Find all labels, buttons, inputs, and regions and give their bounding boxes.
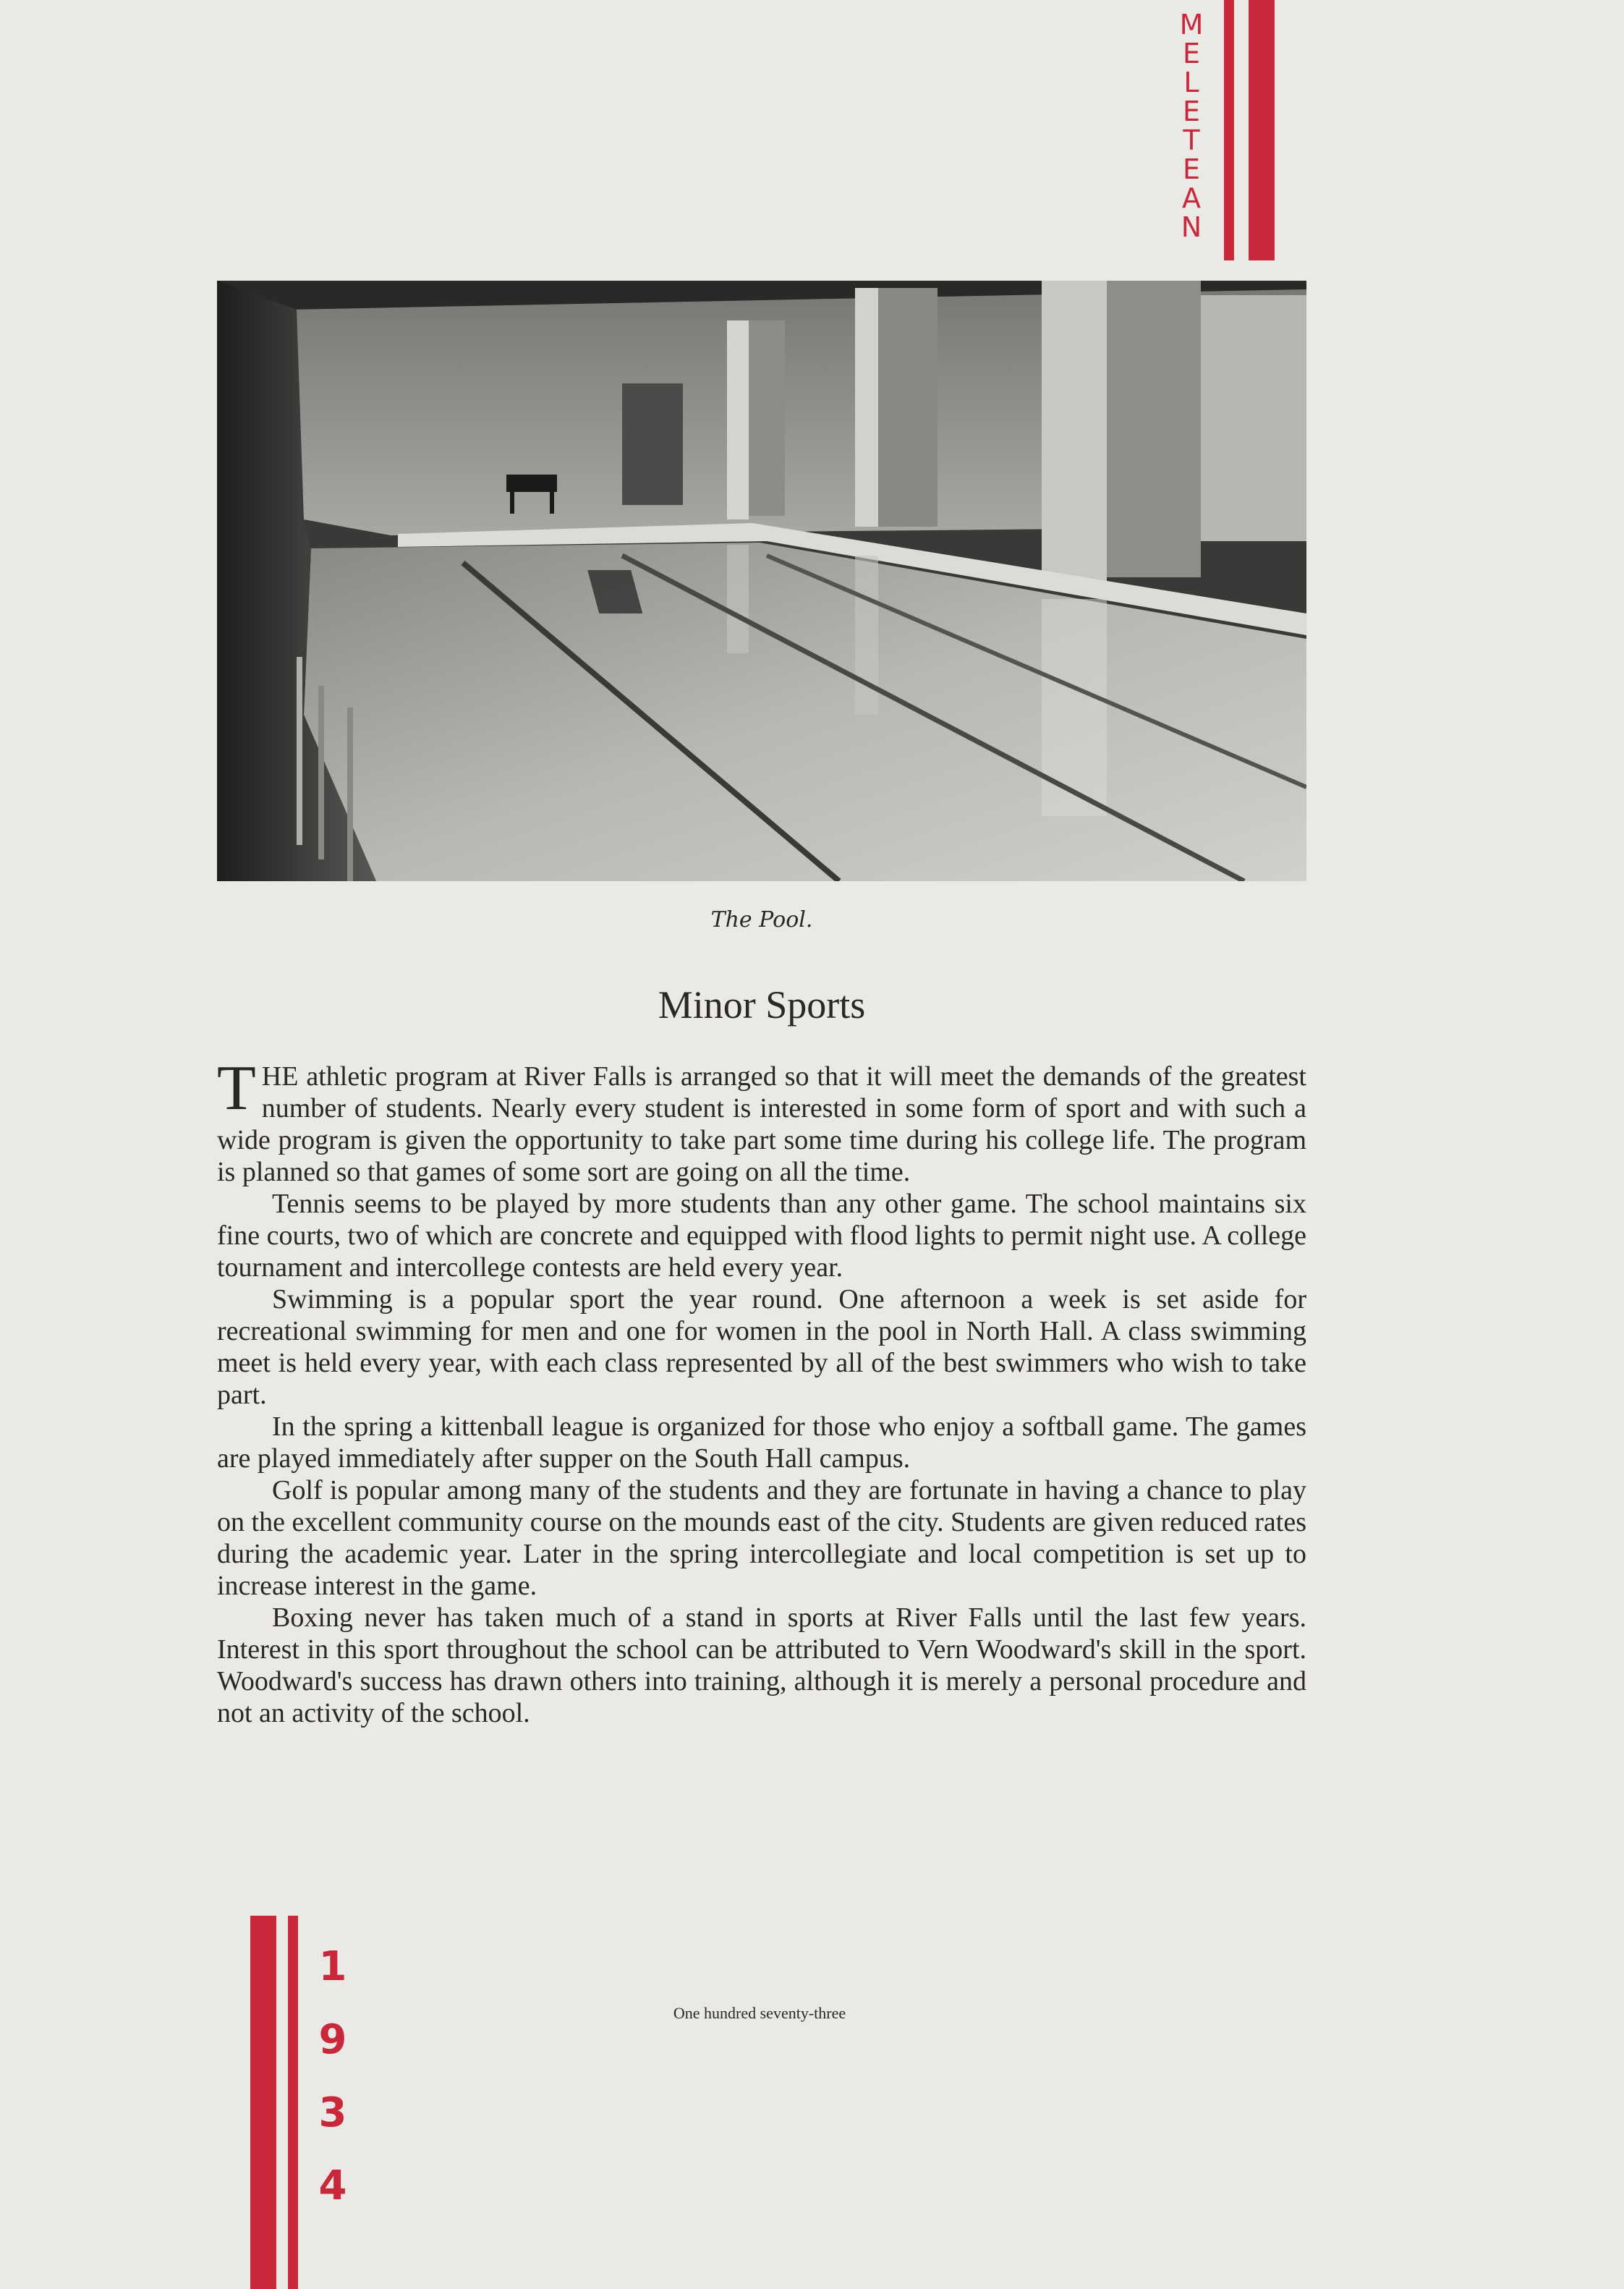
paragraph: [217, 1053, 1306, 1188]
book-title-letter: N: [1181, 211, 1202, 243]
year-digit: 1: [318, 1943, 347, 1990]
top-right-thick-red-bar: [1249, 0, 1275, 260]
paragraph: Tennis seems to be played by more students than any other game. The school maintains six fine courts, two of which are concrete and equipped with flood lights to permit night use. A college tournament and intercollege contests are held every year.: [217, 1189, 1306, 1283]
year-digit: 9: [318, 2016, 347, 2063]
paragraph: Golf is popular among many of the students and they are fortunate in having a chance to play on the excellent community course on the mounds east of the city. Students are given reduced rates during the academic year. Later in the spring intercollegiate and local competition is set up to increase interest in the game.: [217, 1475, 1306, 1601]
book-title-letter: E: [1182, 38, 1200, 69]
bottom-left-thick-red-bar: [250, 1916, 276, 2289]
book-title-vertical: [1172, 10, 1211, 242]
year-vertical: [311, 1930, 354, 2222]
bottom-left-thin-red-bar: [288, 1916, 298, 2289]
paragraph: Swimming is a popular sport the year round. One afternoon a week is set aside for recreational swimming for men and one for women in the pool in North Hall. A class swimming meet is held every year, with each class represented by all of the best swimmers who wish to take part.: [217, 1284, 1306, 1410]
book-title-letter: L: [1183, 67, 1199, 98]
article-title: Minor Sports: [658, 983, 866, 1027]
pool-photograph: [217, 281, 1306, 881]
book-title-letter: E: [1182, 95, 1200, 127]
paragraph: Boxing never has taken much of a stand in sports at River Falls until the last few years. Interest in this sport throughout the school can be attributed to Vern Woodward's skill in the sport. Woodward's success has drawn others into training, although it is merely a personal procedure and not an activity of the school.: [217, 1602, 1306, 1728]
paragraph: In the spring a kittenball league is organized for those who enjoy a softball game. The games are played immediately after supper on the South Hall campus.: [217, 1411, 1306, 1474]
book-title-letter: E: [1182, 153, 1200, 185]
photo-caption: The Pool.: [710, 907, 813, 933]
paragraph-text: HE athletic program at River Falls is arranged so that it will meet the demands of the greatest number of students. Nearly every student is interested in some form of sport and with such a wide program is given the opportunity to take part some time during his college life. The program is planned so that games of some sort are going on all the time.: [217, 1061, 1306, 1187]
drop-cap: T: [217, 1053, 256, 1124]
year-digit: 4: [318, 2162, 347, 2209]
book-title-letter: A: [1182, 182, 1201, 214]
article-body: [217, 1053, 1306, 1729]
year-digit: 3: [318, 2089, 347, 2136]
page-number: One hundred seventy-three: [673, 2004, 846, 2022]
top-right-thin-red-bar: [1224, 0, 1234, 260]
book-title-letter: M: [1179, 9, 1204, 41]
book-title-letter: T: [1183, 124, 1200, 156]
